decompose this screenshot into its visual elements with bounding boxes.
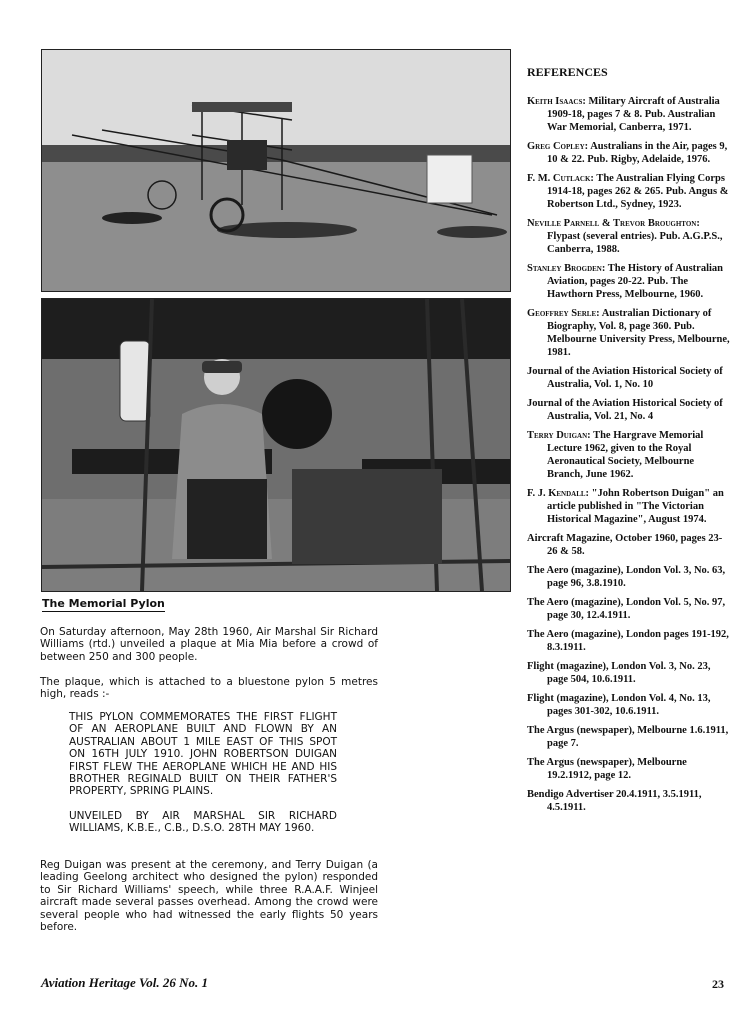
reference-item xyxy=(527,564,732,590)
reference-item xyxy=(527,487,732,526)
reference-item xyxy=(527,365,732,391)
reference-item xyxy=(527,660,732,686)
plaque-text-commemoration: THIS PYLON COMMEMORATES THE FIRST FLIGHT OF AN AEROPLANE BUILT AND FLOWN BY AN AUSTRALIAN ABOUT 1 MILE EAST OF THIS SPOT ON 16TH JULY 1910. JOHN ROBERTSON DUIGAN FIRST FLEW THE AEROPLANE WHICH HE AND HIS BROTHER REGINALD BUILT ON THEIR FATHER'S PROPERTY, SPRING PLAINS. xyxy=(69,711,337,798)
reference-item xyxy=(527,692,732,718)
plaque-text-unveiling: UNVEILED BY AIR MARSHAL SIR RICHARD WILLIAMS, K.B.E., C.B., D.S.O. 28TH MAY 1960. xyxy=(69,809,337,835)
reference-item xyxy=(527,217,732,256)
reference-text: The History of Australian Aviation, pages 20-22. Pub. The Hawthorn Press, Melbourne, 1960. xyxy=(547,263,723,300)
aircraft-photo xyxy=(41,49,511,292)
reference-text: The Aero (magazine), London Vol. 3, No. 63, page 96, 3.8.1910. xyxy=(527,565,726,589)
reference-item xyxy=(527,788,732,814)
reference-author: Geoffrey Serle: xyxy=(527,308,600,319)
pilot-photo xyxy=(41,298,511,592)
reference-text: "John Robertson Duigan" an article published in "The Victorian Historical Magazine", August 1974. xyxy=(547,488,724,525)
reference-item xyxy=(527,172,732,211)
reference-text: Journal of the Aviation Historical Society of Australia, Vol. 1, No. 10 xyxy=(527,366,723,390)
paragraph-ceremony: Reg Duigan was present at the ceremony, and Terry Duigan (a leading Geelong architect who designed the pylon) responded to Sir Richard Williams' speech, while three R.A.A.F. Winjeel aircraft made several passes overhead. Among the crowd were several people who had witnessed the early flights 50 years before. xyxy=(40,859,378,934)
reference-text: The Argus (newspaper), Melbourne 19.2.1912, page 12. xyxy=(527,757,687,781)
reference-author: Keith Isaacs: xyxy=(527,96,586,107)
reference-text: Aircraft Magazine, October 1960, pages 23-26 & 58. xyxy=(527,533,723,557)
reference-item xyxy=(527,724,732,750)
reference-text: Journal of the Aviation Historical Society of Australia, Vol. 21, No. 4 xyxy=(527,398,723,422)
aircraft-illustration xyxy=(42,50,510,291)
paragraph-unveiling: On Saturday afternoon, May 28th 1960, Air Marshal Sir Richard Williams (rtd.) unveiled a plaque at Mia Mia before a crowd of between 250 and 300 people. xyxy=(40,626,378,663)
reference-text: The Argus (newspaper), Melbourne 1.6.1911, page 7. xyxy=(527,725,729,749)
reference-item xyxy=(527,628,732,654)
reference-text: Flight (magazine), London Vol. 4, No. 13, pages 301-302, 10.6.1911. xyxy=(527,693,711,717)
references-column xyxy=(527,66,732,820)
reference-text: Bendigo Advertiser 20.4.1911, 3.5.1911, 4.5.1911. xyxy=(527,789,702,813)
reference-text: The Aero (magazine), London pages 191-192, 8.3.1911. xyxy=(527,629,729,653)
reference-text: The Aero (magazine), London Vol. 5, No. 97, page 30, 12.4.1911. xyxy=(527,597,726,621)
publication-title: Aviation Heritage Vol. 26 No. 1 xyxy=(41,975,208,990)
paragraph-plaque-intro: The plaque, which is attached to a bluestone pylon 5 metres high, reads :- xyxy=(40,676,378,701)
reference-text: Flight (magazine), London Vol. 3, No. 23, page 504, 10.6.1911. xyxy=(527,661,711,685)
reference-item xyxy=(527,532,732,558)
reference-author: F. M. Cutlack: xyxy=(527,173,594,184)
reference-text: Flypast (several entries). Pub. A.G.P.S., Canberra, 1988. xyxy=(547,231,723,255)
reference-item xyxy=(527,429,732,481)
reference-author: Neville Parnell & Trevor Broughton: xyxy=(527,218,700,229)
plaque-inscription xyxy=(69,711,337,835)
reference-item xyxy=(527,307,732,359)
reference-item xyxy=(527,262,732,301)
reference-author: Greg Copley: xyxy=(527,141,589,152)
section-heading: The Memorial Pylon xyxy=(42,597,165,610)
reference-item xyxy=(527,140,732,166)
reference-text: The Hargrave Memorial Lecture 1962, given to the Royal Aeronautical Society, Melbourne Branch, June 1962. xyxy=(547,430,704,480)
reference-item xyxy=(527,756,732,782)
reference-text: The Australian Flying Corps 1914-18, pages 262 & 265. Pub. Angus & Robertson Ltd., Sydney, 1923. xyxy=(547,173,729,210)
references-heading: REFERENCES xyxy=(527,65,608,79)
reference-author: F. J. Kendall: xyxy=(527,488,590,499)
reference-text: Australian Dictionary of Biography, Vol. 8, page 360. Pub. Melbourne University Press, Melbourne, 1981. xyxy=(547,308,730,358)
reference-text: Military Aircraft of Australia 1909-18, pages 7 & 8. Pub. Australian War Memorial, Canberra, 1971. xyxy=(547,96,720,133)
reference-author: Terry Duigan: xyxy=(527,430,591,441)
reference-item xyxy=(527,596,732,622)
page-number: 23 xyxy=(712,977,724,991)
pilot-illustration xyxy=(42,299,510,591)
references-list xyxy=(527,95,732,814)
reference-text: Australians in the Air, pages 9, 10 & 22. Pub. Rigby, Adelaide, 1976. xyxy=(547,141,728,165)
reference-item xyxy=(527,397,732,423)
reference-item xyxy=(527,95,732,134)
reference-author: Stanley Brogden: xyxy=(527,263,606,274)
